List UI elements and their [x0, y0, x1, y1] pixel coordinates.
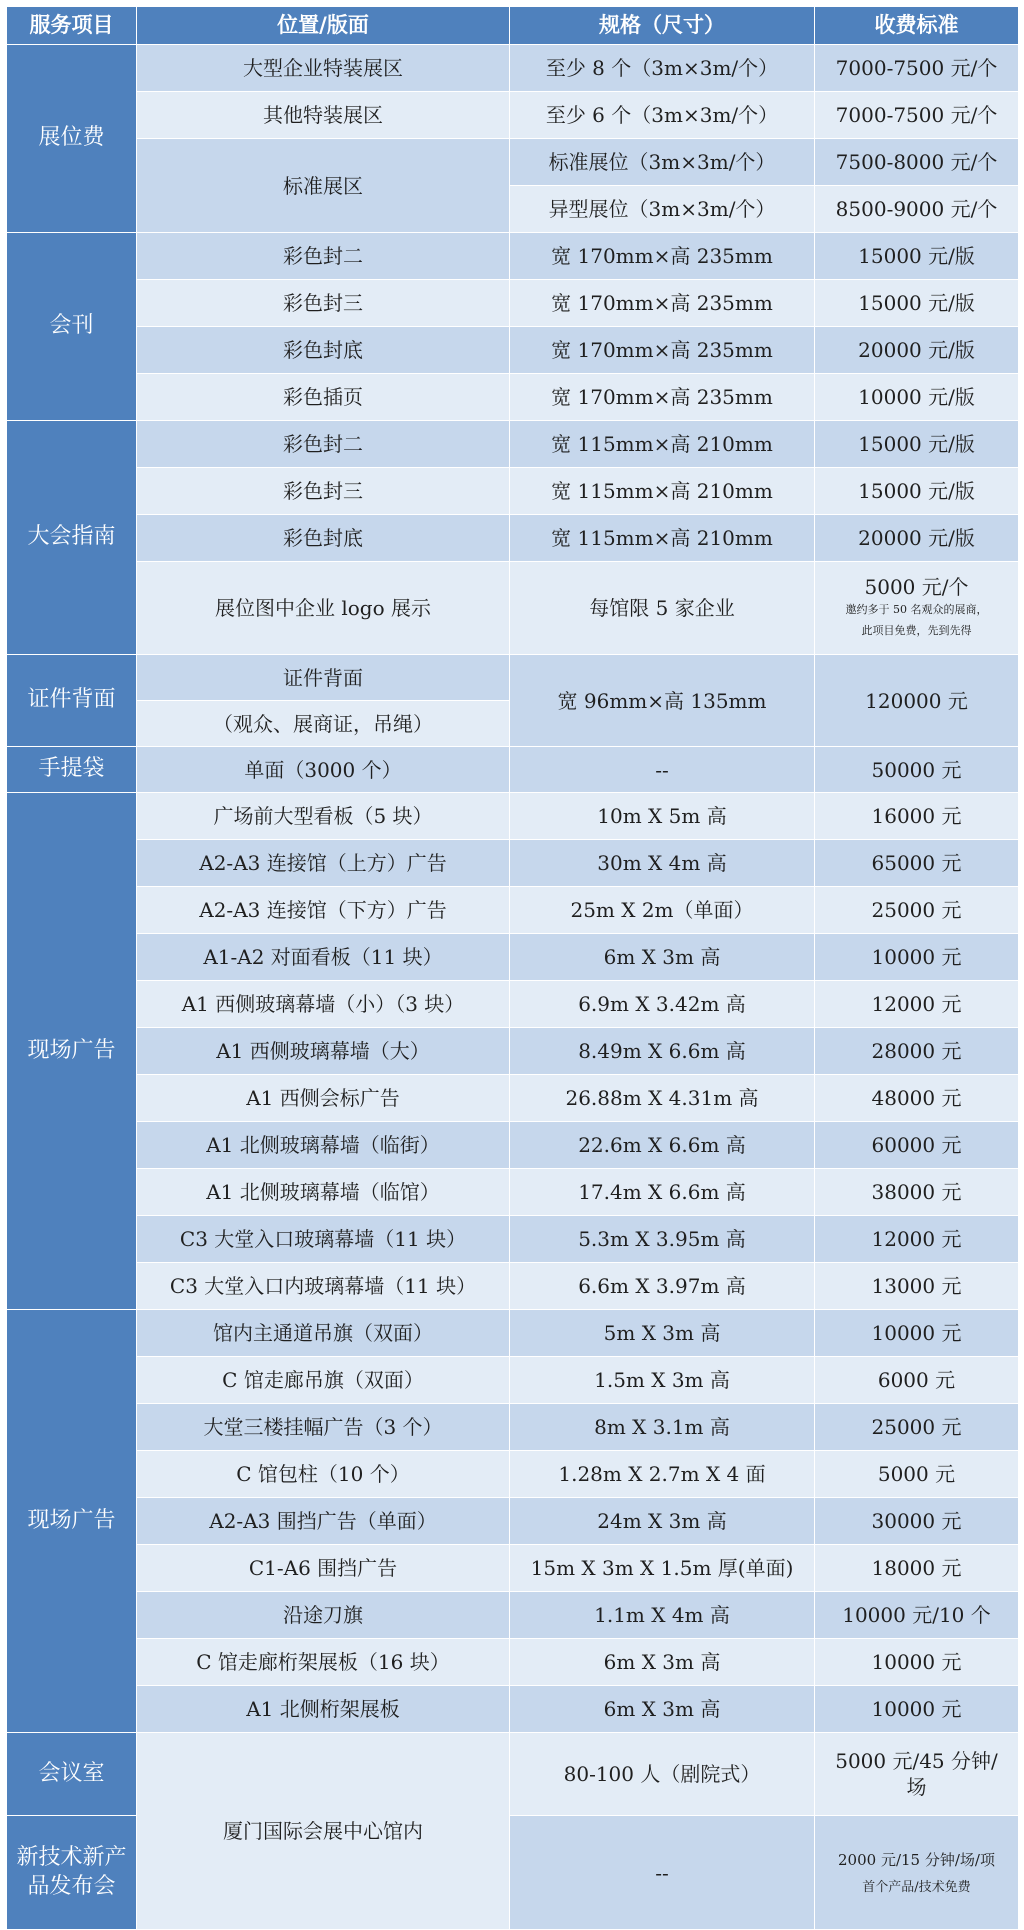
row-position: 厦门国际会展中心馆内 [137, 1733, 510, 1930]
row-position: 单面（3000 个） [137, 747, 510, 793]
table-row [7, 1545, 1019, 1592]
price-table-sheet [6, 6, 1018, 1917]
row-price: 6000 元 [815, 1357, 1019, 1404]
row-spec: 6.9m X 3.42m 高 [510, 981, 815, 1028]
row-position: 沿途刀旗 [137, 1592, 510, 1639]
table-row [7, 887, 1019, 934]
table-header-row [7, 7, 1019, 45]
header-spec: 规格（尺寸） [510, 7, 815, 45]
row-spec: 宽 115mm×高 210mm [510, 468, 815, 515]
category-launch-event: 新技术新产品发布会 [7, 1816, 137, 1930]
header-position: 位置/版面 [137, 7, 510, 45]
row-price [815, 1816, 1019, 1930]
table-row [7, 1310, 1019, 1357]
row-position: 彩色封二 [137, 421, 510, 468]
table-row [7, 515, 1019, 562]
table-row [7, 1592, 1019, 1639]
row-position: 彩色封三 [137, 280, 510, 327]
row-price: 10000 元 [815, 1310, 1019, 1357]
category-meeting-room: 会议室 [7, 1733, 137, 1816]
category-booth: 展位费 [7, 45, 137, 233]
row-position: 大堂三楼挂幅广告（3 个） [137, 1404, 510, 1451]
table-row [7, 45, 1019, 92]
row-price: 7000-7500 元/个 [815, 45, 1019, 92]
row-spec: 80-100 人（剧院式） [510, 1733, 815, 1816]
row-position: A2-A3 连接馆（下方）广告 [137, 887, 510, 934]
row-spec: 6.6m X 3.97m 高 [510, 1263, 815, 1310]
row-price: 5000 元 [815, 1451, 1019, 1498]
row-spec: 宽 170mm×高 235mm [510, 327, 815, 374]
row-spec: 25m X 2m（单面） [510, 887, 815, 934]
table-row [7, 280, 1019, 327]
row-spec: 10m X 5m 高 [510, 793, 815, 840]
table-row [7, 1075, 1019, 1122]
row-spec: 标准展位（3m×3m/个） [510, 139, 815, 186]
price-note: 此项目免费，先到先得 [861, 624, 972, 637]
table-row [7, 327, 1019, 374]
table-row [7, 793, 1019, 840]
row-spec: 宽 170mm×高 235mm [510, 280, 815, 327]
header-price: 收费标准 [815, 7, 1019, 45]
category-onsite-ad: 现场广告 [7, 1310, 137, 1733]
category-badge: 证件背面 [7, 655, 137, 747]
row-position: （观众、展商证，吊绳） [137, 701, 510, 747]
row-spec: 17.4m X 6.6m 高 [510, 1169, 815, 1216]
row-position: A1 西侧玻璃幕墙（小）（3 块） [137, 981, 510, 1028]
row-position: 展位图中企业 logo 展示 [137, 562, 510, 655]
row-position: A1 北侧玻璃幕墙（临街） [137, 1122, 510, 1169]
row-price-line: 首个产品/技术免费 [862, 1879, 971, 1895]
row-spec: 至少 6 个（3m×3m/个） [510, 92, 815, 139]
table-row [7, 139, 1019, 186]
row-price: 25000 元 [815, 887, 1019, 934]
row-price: 15000 元/版 [815, 421, 1019, 468]
row-position: A1 西侧玻璃幕墙（大） [137, 1028, 510, 1075]
category-onsite-ad: 现场广告 [7, 793, 137, 1310]
row-price: 10000 元/10 个 [815, 1592, 1019, 1639]
table-row [7, 934, 1019, 981]
table-row [7, 1169, 1019, 1216]
table-row [7, 92, 1019, 139]
row-spec: 24m X 3m 高 [510, 1498, 815, 1545]
row-spec: 1.28m X 2.7m X 4 面 [510, 1451, 815, 1498]
row-spec: 1.5m X 3m 高 [510, 1357, 815, 1404]
row-price: 20000 元/版 [815, 515, 1019, 562]
row-price: 65000 元 [815, 840, 1019, 887]
row-position: 其他特装展区 [137, 92, 510, 139]
row-price: 15000 元/版 [815, 280, 1019, 327]
table-row [7, 1028, 1019, 1075]
table-row [7, 1451, 1019, 1498]
row-price-line: 2000 元/15 分钟/场/项 [838, 1850, 995, 1869]
row-position: 大型企业特装展区 [137, 45, 510, 92]
price-note: 邀约多于 50 名观众的展商， [845, 603, 988, 617]
row-spec: 26.88m X 4.31m 高 [510, 1075, 815, 1122]
row-spec: 宽 115mm×高 210mm [510, 421, 815, 468]
table-row [7, 981, 1019, 1028]
row-position: C 馆走廊吊旗（双面） [137, 1357, 510, 1404]
row-price: 15000 元/版 [815, 468, 1019, 515]
row-position: 彩色插页 [137, 374, 510, 421]
row-price: 10000 元 [815, 1639, 1019, 1686]
row-price: 10000 元/版 [815, 374, 1019, 421]
row-spec: 5m X 3m 高 [510, 1310, 815, 1357]
row-price: 12000 元 [815, 981, 1019, 1028]
row-price: 48000 元 [815, 1075, 1019, 1122]
row-price: 5000 元/个 [864, 575, 969, 600]
row-position: A1-A2 对面看板（11 块） [137, 934, 510, 981]
row-price-line: 5000 元/45 分钟/ [835, 1749, 998, 1773]
row-spec: -- [510, 747, 815, 793]
row-price: 7500-8000 元/个 [815, 139, 1019, 186]
table-row [7, 1733, 1019, 1816]
row-price [815, 1733, 1019, 1816]
row-spec: 宽 96mm×高 135mm [510, 655, 815, 747]
row-price: 7000-7500 元/个 [815, 92, 1019, 139]
table-row [7, 655, 1019, 701]
table-row [7, 1216, 1019, 1263]
table-row [7, 1357, 1019, 1404]
row-position: 馆内主通道吊旗（双面） [137, 1310, 510, 1357]
table-row [7, 747, 1019, 793]
row-price: 38000 元 [815, 1169, 1019, 1216]
row-price-line: 场 [906, 1775, 927, 1799]
row-spec: 8m X 3.1m 高 [510, 1404, 815, 1451]
table-row [7, 1263, 1019, 1310]
row-spec: 6m X 3m 高 [510, 934, 815, 981]
row-price: 60000 元 [815, 1122, 1019, 1169]
row-spec: 1.1m X 4m 高 [510, 1592, 815, 1639]
row-price: 13000 元 [815, 1263, 1019, 1310]
table-row [7, 374, 1019, 421]
row-price: 50000 元 [815, 747, 1019, 793]
row-price: 12000 元 [815, 1216, 1019, 1263]
row-position: A1 北侧桁架展板 [137, 1686, 510, 1733]
row-spec: 异型展位（3m×3m/个） [510, 186, 815, 233]
row-spec: 8.49m X 6.6m 高 [510, 1028, 815, 1075]
row-position: 广场前大型看板（5 块） [137, 793, 510, 840]
row-position: C 馆包柱（10 个） [137, 1451, 510, 1498]
row-price: 10000 元 [815, 1686, 1019, 1733]
row-spec: 宽 115mm×高 210mm [510, 515, 815, 562]
row-position: C1-A6 围挡广告 [137, 1545, 510, 1592]
row-position: A2-A3 连接馆（上方）广告 [137, 840, 510, 887]
table-row [7, 233, 1019, 280]
row-position: 彩色封底 [137, 515, 510, 562]
price-table [6, 6, 1019, 1930]
table-row [7, 468, 1019, 515]
row-spec: 宽 170mm×高 235mm [510, 233, 815, 280]
row-price: 15000 元/版 [815, 233, 1019, 280]
category-journal: 会刊 [7, 233, 137, 421]
row-price: 20000 元/版 [815, 327, 1019, 374]
row-position: 证件背面 [137, 655, 510, 701]
row-spec: 5.3m X 3.95m 高 [510, 1216, 815, 1263]
row-spec: 每馆限 5 家企业 [510, 562, 815, 655]
row-position: 彩色封二 [137, 233, 510, 280]
table-row [7, 1639, 1019, 1686]
row-position: A1 北侧玻璃幕墙（临馆） [137, 1169, 510, 1216]
table-row [7, 562, 1019, 655]
row-position: C3 大堂入口玻璃幕墙（11 块） [137, 1216, 510, 1263]
row-price-with-note [815, 562, 1019, 655]
table-row [7, 1686, 1019, 1733]
row-price: 25000 元 [815, 1404, 1019, 1451]
row-price: 120000 元 [815, 655, 1019, 747]
row-price: 10000 元 [815, 934, 1019, 981]
row-price: 18000 元 [815, 1545, 1019, 1592]
row-price: 8500-9000 元/个 [815, 186, 1019, 233]
table-row [7, 840, 1019, 887]
category-guide: 大会指南 [7, 421, 137, 655]
row-position: A1 西侧会标广告 [137, 1075, 510, 1122]
row-spec: 22.6m X 6.6m 高 [510, 1122, 815, 1169]
table-row [7, 1498, 1019, 1545]
row-position: 彩色封三 [137, 468, 510, 515]
row-spec: 至少 8 个（3m×3m/个） [510, 45, 815, 92]
table-row [7, 1122, 1019, 1169]
row-price: 28000 元 [815, 1028, 1019, 1075]
row-spec: 6m X 3m 高 [510, 1639, 815, 1686]
row-spec: 宽 170mm×高 235mm [510, 374, 815, 421]
row-spec: 15m X 3m X 1.5m 厚(单面) [510, 1545, 815, 1592]
table-row [7, 1404, 1019, 1451]
row-position: C 馆走廊桁架展板（16 块） [137, 1639, 510, 1686]
row-spec: 30m X 4m 高 [510, 840, 815, 887]
header-service-item: 服务项目 [7, 7, 137, 45]
row-position: C3 大堂入口内玻璃幕墙（11 块） [137, 1263, 510, 1310]
row-position: A2-A3 围挡广告（单面） [137, 1498, 510, 1545]
category-bag: 手提袋 [7, 747, 137, 793]
row-spec: -- [510, 1816, 815, 1930]
row-price: 16000 元 [815, 793, 1019, 840]
row-position: 彩色封底 [137, 327, 510, 374]
row-spec: 6m X 3m 高 [510, 1686, 815, 1733]
row-price: 30000 元 [815, 1498, 1019, 1545]
row-position: 标准展区 [137, 139, 510, 233]
table-row [7, 421, 1019, 468]
